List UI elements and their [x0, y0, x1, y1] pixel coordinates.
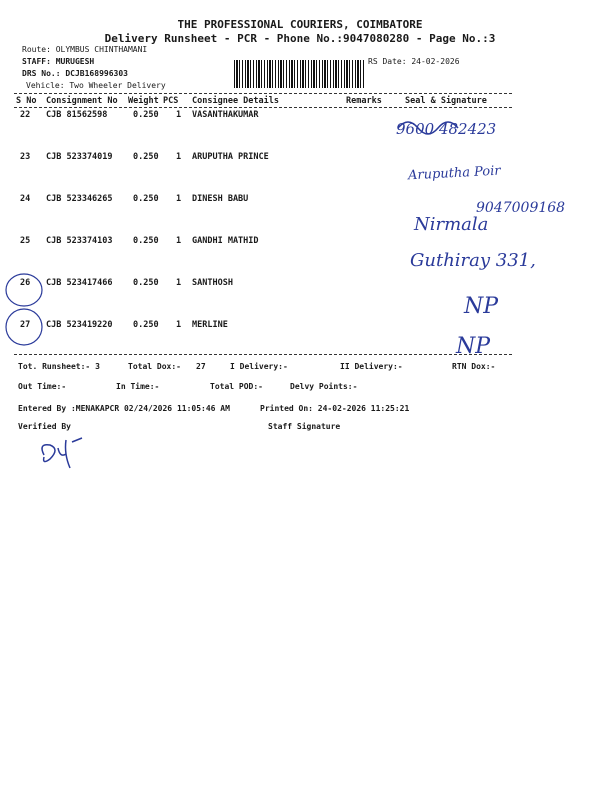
runsheet-subtitle: Delivery Runsheet - PCR - Phone No.:9047080280 - Page No.:3 [104, 32, 496, 45]
row-consignee: ARUPUTHA PRINCE [192, 152, 269, 162]
vehicle-text: Vehicle: Two Wheeler Delivery [26, 81, 166, 90]
row-pcs: 1 [176, 236, 182, 246]
row-consignment: CJB 81562598 [46, 110, 108, 120]
row-consignee: VASANTHAKUMAR [192, 110, 259, 120]
row-sno: 27 [20, 320, 31, 330]
row-consignee: MERLINE [192, 320, 228, 330]
handwritten-name-4: Nirmala [414, 214, 489, 235]
row-sno: 23 [20, 152, 31, 162]
handwritten-name-5: Guthiray 331, [410, 250, 536, 271]
handwritten-phone-1: 9600 482423 [396, 120, 497, 138]
row-pcs: 1 [176, 152, 182, 162]
row-weight: 0.250 [133, 152, 159, 162]
rs-date: RS Date: 24-02-2026 [368, 57, 460, 66]
row-pcs: 1 [176, 194, 182, 204]
col-pcs: PCS [163, 96, 179, 106]
row-consignment: CJB 523374103 [46, 236, 113, 246]
row-consignment: CJB 523417466 [46, 278, 113, 288]
in-time: In Time:- [116, 382, 160, 391]
row-sno: 25 [20, 236, 31, 246]
entered-by: Entered By :MENAKAPCR 02/24/2026 11:05:46 AM [18, 404, 230, 413]
staff-text: STAFF: MURUGESH [22, 57, 95, 66]
row-weight: 0.250 [133, 194, 159, 204]
total-dox-label: Total Dox:- [128, 362, 181, 371]
col-consignment: Consignment No [46, 96, 118, 106]
row-consignee: GANDHI MATHID [192, 236, 259, 246]
circle-mark-icon [6, 309, 42, 345]
rtn-dox: RTN Dox:- [452, 362, 496, 371]
i-delivery: I Delivery:- [230, 362, 288, 371]
delvy-points: Delvy Points:- [290, 382, 358, 391]
row-pcs: 1 [176, 320, 182, 330]
row-consignment: CJB 523346265 [46, 194, 113, 204]
row-consignee: SANTHOSH [192, 278, 233, 288]
route-text: Route: OLYMBUS CHINTHAMANI [22, 45, 148, 54]
row-consignment: CJB 523374019 [46, 152, 113, 162]
circle-mark-icon [6, 274, 42, 306]
col-seal: Seal & Signature [405, 96, 487, 106]
handwritten-np-6: NP [464, 294, 499, 319]
tot-runsheet: Tot. Runsheet:- 3 [18, 362, 100, 371]
col-weight: Weight [128, 96, 159, 106]
row-weight: 0.250 [133, 236, 159, 246]
handwritten-np-7: NP [456, 334, 491, 359]
total-dox-value: 27 [196, 362, 206, 371]
ii-delivery: II Delivery:- [340, 362, 403, 371]
row-sno: 26 [20, 278, 31, 288]
row-pcs: 1 [176, 110, 182, 120]
row-consignment: CJB 523419220 [46, 320, 113, 330]
staff-signature-label: Staff Signature [268, 422, 341, 431]
col-consignee: Consignee Details [192, 96, 279, 106]
signature-icon [42, 438, 82, 468]
total-pod: Total POD:- [210, 382, 263, 391]
row-pcs: 1 [176, 278, 182, 288]
row-consignee: DINESH BABU [192, 194, 249, 204]
row-weight: 0.250 [133, 278, 159, 288]
handwritten-phone-3: 9047009168 [476, 200, 566, 216]
company-title: THE PROFESSIONAL COURIERS, COIMBATORE [177, 18, 423, 31]
verified-by: Verified By [18, 422, 71, 431]
handwritten-name-2: Aruputha Poir [407, 163, 501, 184]
row-weight: 0.250 [133, 320, 159, 330]
row-sno: 24 [20, 194, 31, 204]
row-sno: 22 [20, 110, 31, 120]
row-weight: 0.250 [133, 110, 159, 120]
drs-number: DRS No.: DCJB168996303 [22, 69, 128, 78]
col-sno: S No [16, 96, 37, 106]
col-remarks: Remarks [346, 96, 382, 106]
printed-on: Printed On: 24-02-2026 11:25:21 [260, 404, 410, 413]
out-time: Out Time:- [18, 382, 67, 391]
